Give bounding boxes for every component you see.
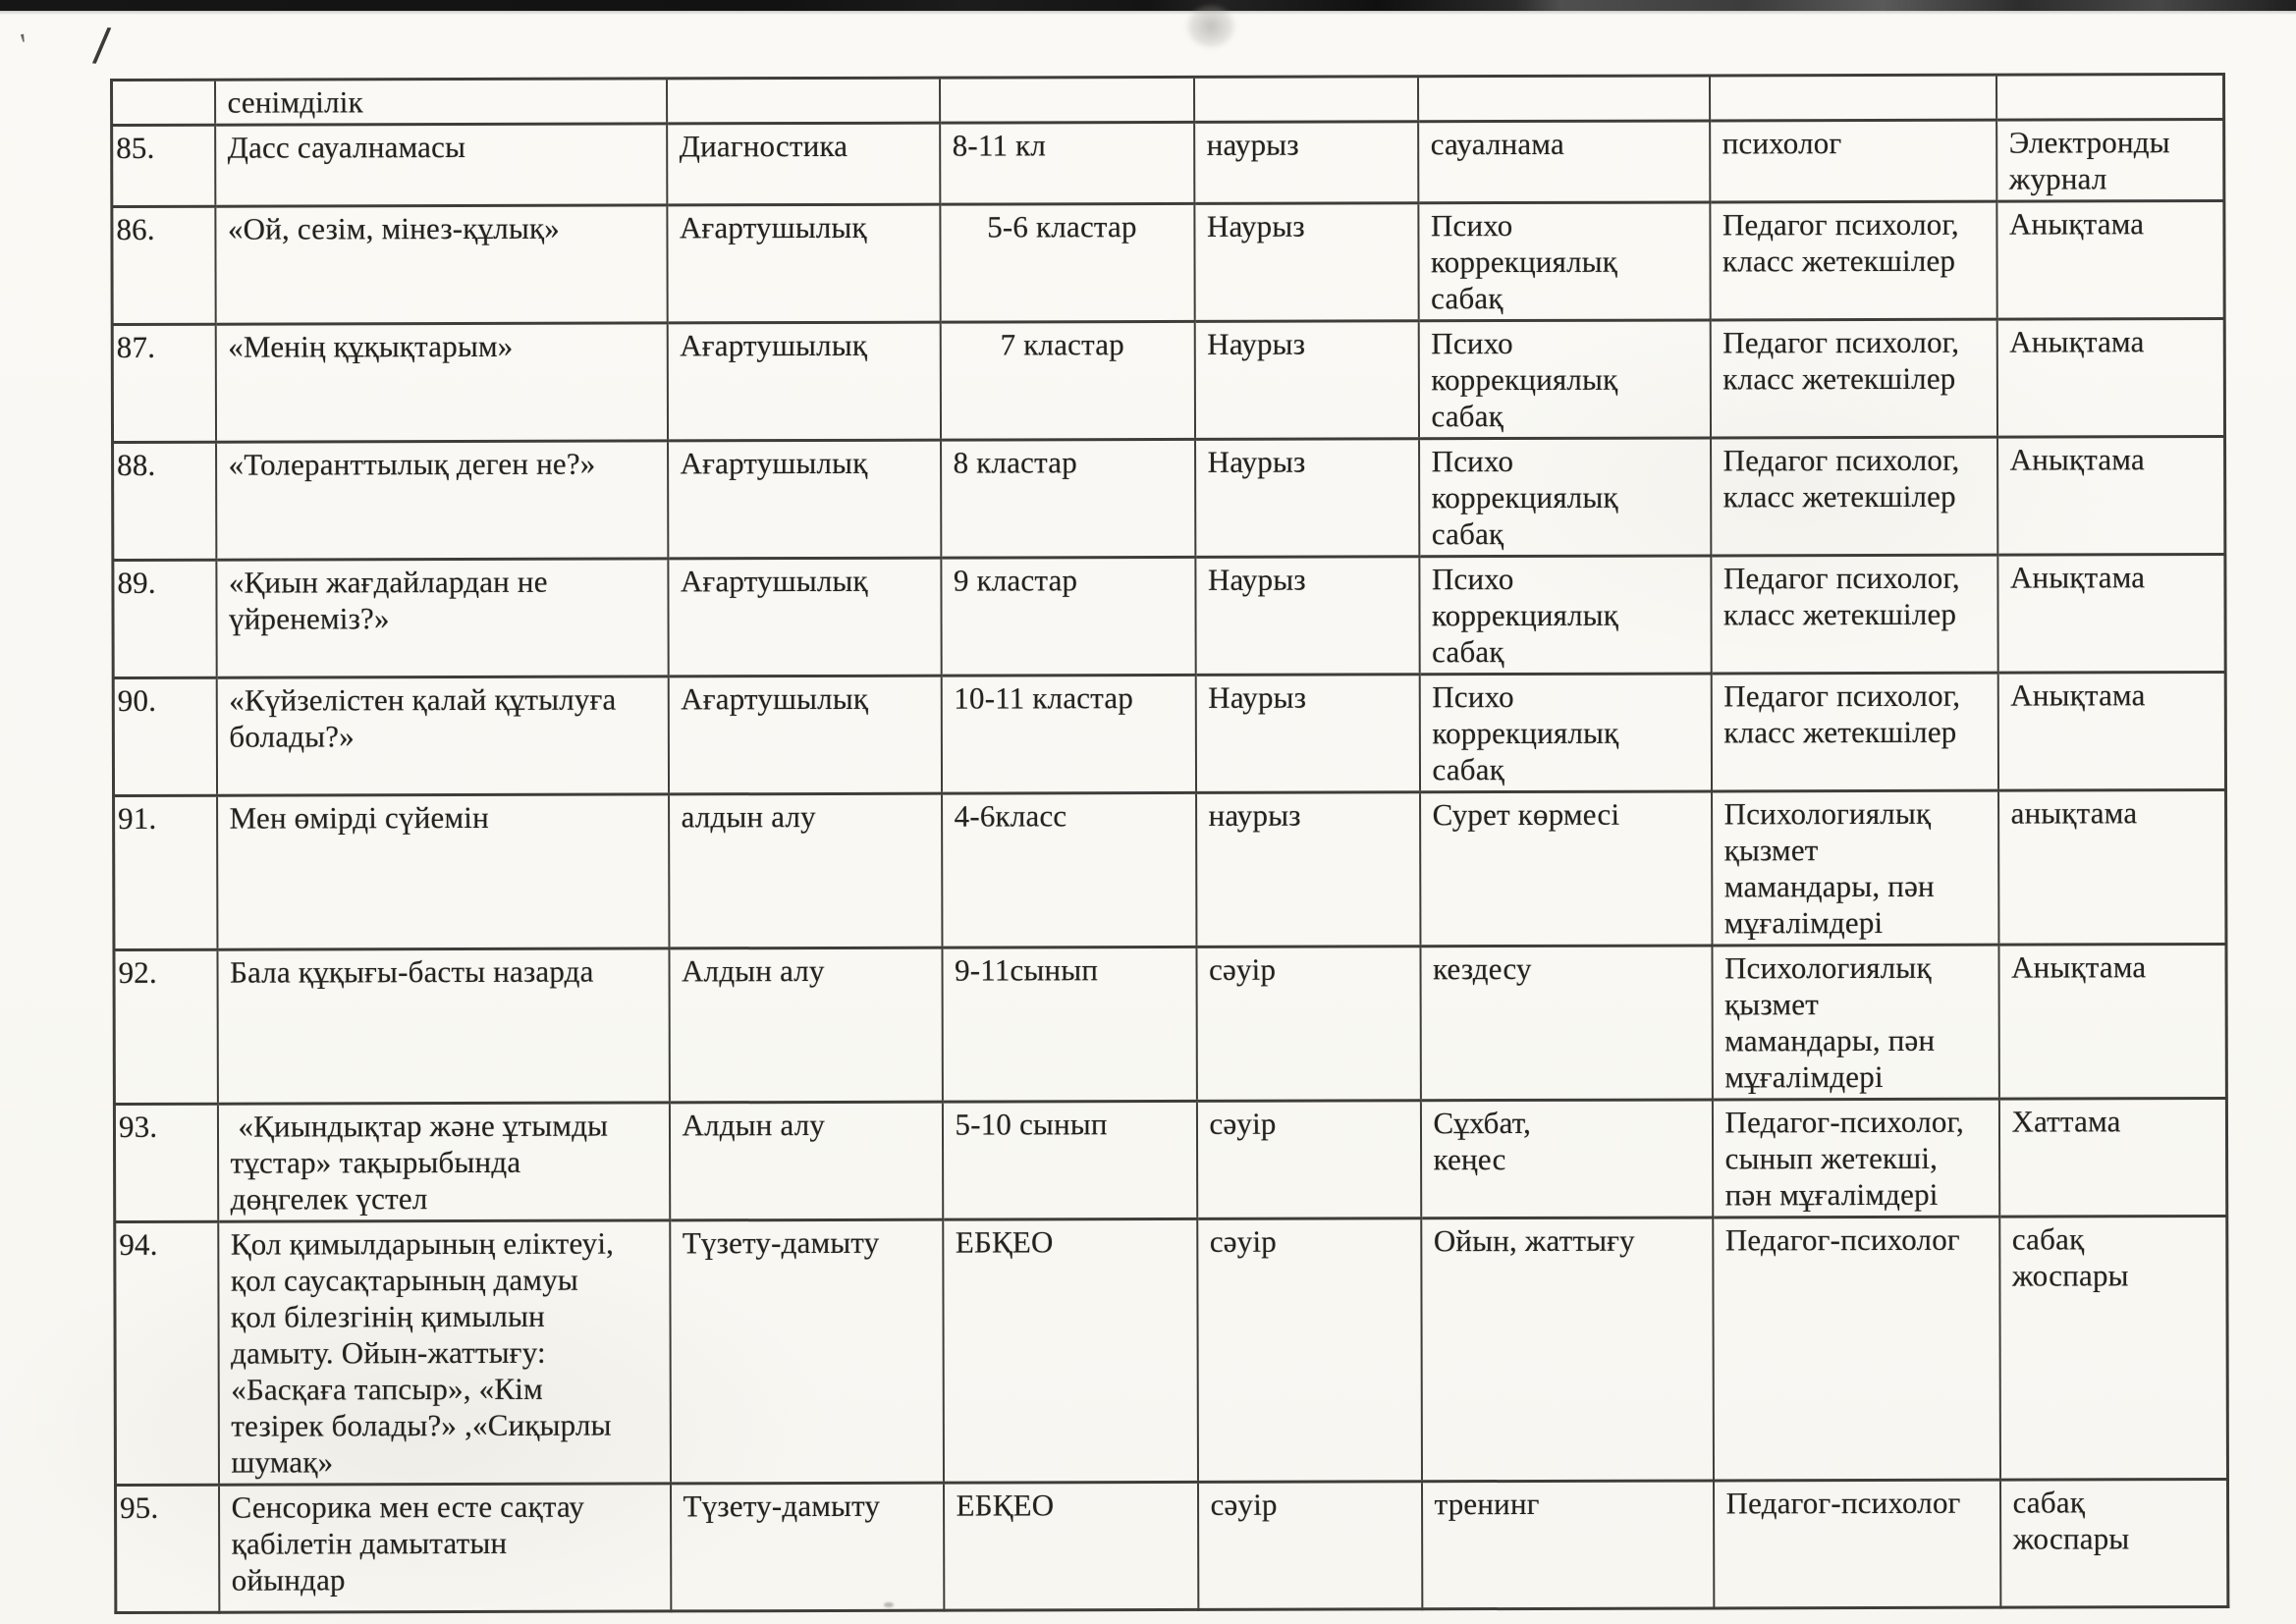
cell-form: сауалнама xyxy=(1418,121,1710,203)
cell-month: наурыз xyxy=(1194,122,1418,204)
row-number: 93. xyxy=(118,1109,158,1144)
cell-responsible: Психологиялық қызмет мамандары, пән мұғалімдері xyxy=(1712,790,1998,946)
work-plan-table xyxy=(110,73,2229,1614)
cell-title: Бала құқығы-басты назарда xyxy=(217,948,669,1104)
pen-tick-mark: ' xyxy=(18,27,31,65)
cell-form: кездесу xyxy=(1420,946,1712,1101)
cell-form: Психо коррекциялық сабақ xyxy=(1419,674,1711,792)
scan-edge-artifact xyxy=(0,0,2296,11)
table-body xyxy=(112,74,2228,1612)
table-row xyxy=(112,318,2224,442)
cell-form: Ойын, жаттығу xyxy=(1421,1218,1714,1482)
cell-num xyxy=(113,442,216,560)
row-number: 87. xyxy=(116,329,156,364)
table-row xyxy=(114,944,2226,1104)
cell-classes: 8 кластар xyxy=(941,439,1195,558)
table-container xyxy=(110,73,2229,1614)
cell-classes: 9-11сынып xyxy=(942,947,1196,1102)
cell-output: анықтама xyxy=(1998,789,2226,945)
cell-title: «Толеранттылық деген не?» xyxy=(216,441,668,560)
row-number: 95. xyxy=(120,1489,159,1525)
cell-direction: алдын алу xyxy=(669,793,942,948)
cell-num xyxy=(114,949,217,1104)
cell-direction: Түзету-дамыту xyxy=(670,1483,943,1611)
cell-output: Анықтама xyxy=(1996,318,2224,437)
cell-responsible: Педагог-психолог xyxy=(1713,1480,1999,1608)
cell-num xyxy=(115,1221,219,1485)
pen-mark: / xyxy=(91,17,113,72)
cell-direction: Диагностика xyxy=(667,123,940,205)
cell-output: Анықтама xyxy=(1997,554,2225,673)
carryover-row xyxy=(112,74,2224,125)
cell-direction: Ағартушылық xyxy=(667,322,940,441)
cell-title: сенімділік xyxy=(215,79,667,125)
cell-month: сәуір xyxy=(1197,1482,1421,1610)
cell-month: Наурыз xyxy=(1194,203,1418,322)
row-number: 86. xyxy=(116,211,155,246)
cell-num xyxy=(116,1485,219,1612)
cell-month: наурыз xyxy=(1196,792,1420,947)
cell-num xyxy=(112,324,215,442)
cell-direction: Ағартушылық xyxy=(668,440,941,559)
cell-month: Наурыз xyxy=(1194,321,1418,440)
cell-output: Хаттама xyxy=(1998,1098,2226,1217)
cell-responsible: Педагог психолог, класс жетекшілер xyxy=(1711,437,1997,556)
cell-classes xyxy=(940,77,1194,123)
cell-classes: 4-6класс xyxy=(942,792,1196,947)
cell-output: Анықтама xyxy=(1997,436,2225,555)
cell-output: Анықтама xyxy=(1996,200,2224,319)
cell-month xyxy=(1193,77,1417,123)
cell-form: Психо коррекциялық сабақ xyxy=(1418,320,1710,439)
table-row xyxy=(116,1479,2228,1612)
cell-month: Наурыз xyxy=(1195,675,1419,793)
cell-num xyxy=(112,80,215,125)
cell-num xyxy=(112,125,215,206)
cell-form xyxy=(1417,76,1709,122)
cell-month: сәуір xyxy=(1196,947,1420,1102)
cell-num xyxy=(112,206,215,324)
cell-title: Дасс сауалнамасы xyxy=(215,124,667,206)
cell-responsible: Педагог-психолог, сынып жетекші, пән мұғалімдері xyxy=(1712,1099,1998,1218)
row-number: 94. xyxy=(119,1226,158,1262)
row-number: 85. xyxy=(116,130,155,165)
cell-direction: Алдын алу xyxy=(669,947,942,1103)
cell-classes: ЕБҚЕО xyxy=(943,1218,1198,1483)
cell-title: «Ой, сезім, мінез-құлық» xyxy=(215,205,667,324)
cell-month: сәуір xyxy=(1196,1101,1420,1219)
cell-form: Сұхбат, кеңес xyxy=(1420,1100,1712,1218)
cell-title: «Күйзелістен қалай құтылуға болады?» xyxy=(216,677,668,795)
cell-direction: Алдын алу xyxy=(669,1102,942,1220)
cell-month: Наурыз xyxy=(1195,557,1419,676)
cell-num xyxy=(113,560,216,677)
table-row xyxy=(114,1098,2226,1221)
cell-direction: Ағартушылық xyxy=(667,204,940,323)
table-row xyxy=(112,200,2224,324)
row-number: 88. xyxy=(117,447,156,482)
cell-title: Мен өмірді сүйемін xyxy=(217,794,669,949)
cell-classes: 5-6 кластар xyxy=(940,203,1194,322)
table-row xyxy=(113,672,2225,795)
cell-direction xyxy=(667,78,940,124)
cell-responsible: Психологиялық қызмет мамандары, пән мұғалімдері xyxy=(1712,945,1998,1100)
cell-num xyxy=(114,1104,217,1221)
cell-classes: 9 кластар xyxy=(941,557,1195,676)
cell-output: Анықтама xyxy=(1998,944,2226,1099)
cell-classes: ЕБҚЕО xyxy=(943,1482,1197,1610)
cell-title: Сенсорика мен есте сақтау қабілетін дамытатын ойындар xyxy=(218,1484,670,1612)
cell-num xyxy=(114,795,217,949)
cell-title: Қол қимылдарының еліктеуі, қол саусақтарының дамуы қол білезгінің қимылын дамыту. Ойын-жаттығу: «Басқаға тапсыр», «Кім тезірек болады?» ,«Сиқырлы шумақ» xyxy=(218,1220,671,1485)
cell-month: Наурыз xyxy=(1195,439,1419,558)
smudge-artifact xyxy=(1176,2,1245,63)
cell-classes: 8-11 кл xyxy=(940,122,1194,204)
cell-month: сәуір xyxy=(1197,1218,1422,1483)
scan-edge-shadow xyxy=(0,11,2296,15)
cell-num xyxy=(113,677,216,795)
cell-title: «Менің құқықтарым» xyxy=(215,323,667,442)
cell-output: сабақ жоспары xyxy=(1999,1479,2227,1607)
row-number: 89. xyxy=(117,565,156,600)
cell-responsible: Педагог психолог, класс жетекшілер xyxy=(1710,201,1996,320)
cell-responsible: Педагог-психолог xyxy=(1713,1217,2000,1481)
cell-title: «Қиын жағдайлардан не үйренеміз?» xyxy=(216,559,668,677)
cell-title: «Қиындықтар және ұтымды тұстар» тақырыбында дөңгелек үстел xyxy=(217,1103,669,1221)
cell-direction: Түзету-дамыту xyxy=(670,1219,944,1484)
table-row xyxy=(112,119,2224,206)
cell-responsible: Педагог психолог, класс жетекшілер xyxy=(1711,555,1997,674)
cell-direction: Ағартушылық xyxy=(668,558,941,677)
table-row xyxy=(114,789,2226,949)
cell-responsible xyxy=(1709,75,1995,121)
table-row xyxy=(113,436,2225,560)
cell-form: Психо коррекциялық сабақ xyxy=(1419,556,1711,675)
cell-classes: 10-11 кластар xyxy=(941,675,1195,793)
row-number: 90. xyxy=(117,682,157,718)
cell-classes: 5-10 сынып xyxy=(942,1101,1196,1219)
table-row xyxy=(113,554,2225,677)
table-row xyxy=(115,1216,2228,1485)
cell-form: тренинг xyxy=(1421,1481,1713,1609)
row-number: 91. xyxy=(118,800,157,836)
cell-form: Сурет көрмесі xyxy=(1420,791,1712,947)
cell-form: Психо коррекциялық сабақ xyxy=(1418,202,1710,321)
cell-responsible: Педагог психолог, класс жетекшілер xyxy=(1710,319,1996,438)
cell-output xyxy=(1995,74,2223,120)
cell-direction: Ағартушылық xyxy=(668,676,941,794)
cell-classes: 7 кластар xyxy=(940,321,1194,440)
cell-output: Электронды журнал xyxy=(1996,119,2224,201)
cell-output: сабақ жоспары xyxy=(1999,1216,2228,1480)
cell-responsible: Педагог психолог, класс жетекшілер xyxy=(1711,673,1997,791)
cell-responsible: психолог xyxy=(1710,120,1996,202)
row-number: 92. xyxy=(118,954,157,990)
cell-form: Психо коррекциялық сабақ xyxy=(1419,438,1711,557)
cell-output: Анықтама xyxy=(1997,672,2225,790)
